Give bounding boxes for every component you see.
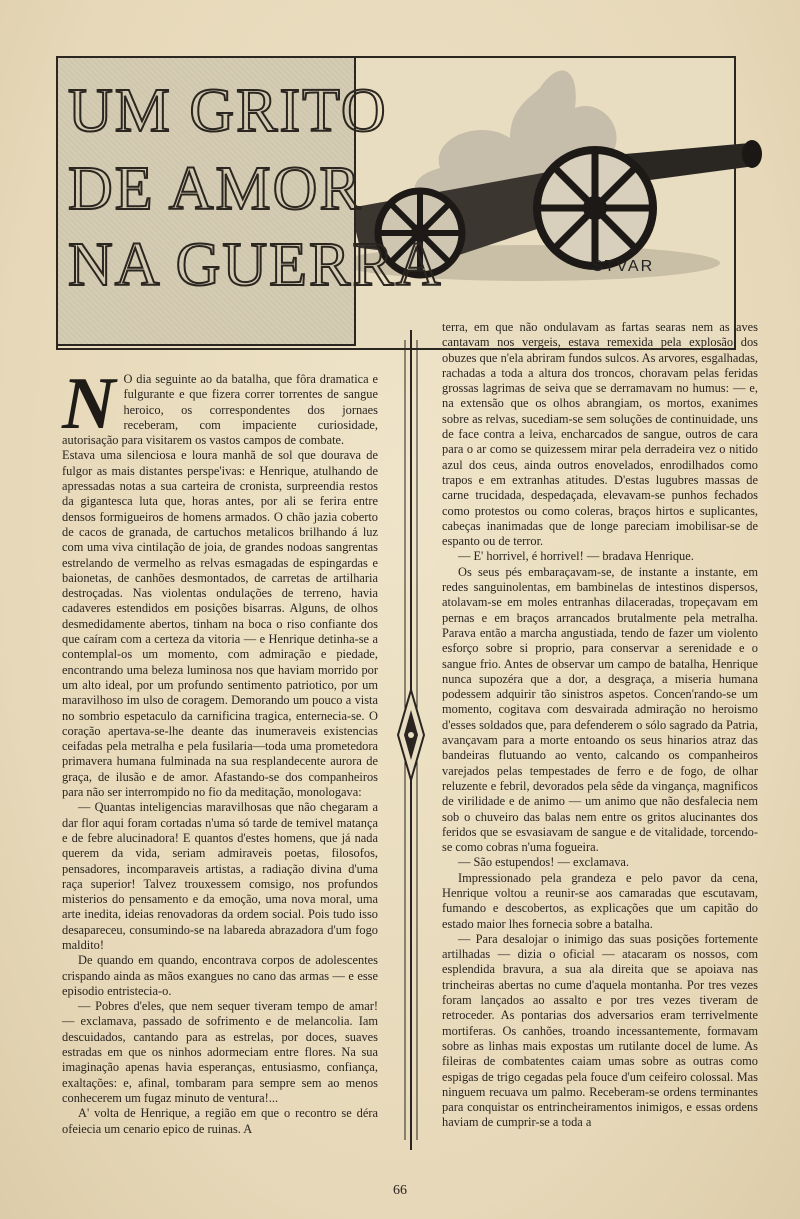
left-column (62, 363, 378, 1137)
paragraph: Os seus pés embaraçavam-se, de instante a instante, em redes sanguinolentas, em bambinelas de intestinos dispersos, atolavam-se em moles entranhas dilaceradas, tropeçavam em pernas e em braços arrancados brutalmente pela metralha. Parava então a marcha angustiada, tendo de fazer um violento esforço sobre si proprio, para conservar a serenidade e o sangue frio. Antes de observar um campo de batalha, Henrique nunca supozéra que a dor, a desgraça, a miseria humana podessem adquirir tão sinistros aspetos. Concen'rando-se um momento, cogitava com desvairada admiração no heroismo d'esses soldados que, para defenderem o sólo sagrado da Patria, avançavam para a morte entoando os seus hinarios atraz das bandeiras flutuando ao vento, calcando os companheiros varejados pelas tempestades de ferro e de fogo, de olhar reluzente e febril, devorados pela sêde da vingança, magnificos de virilidade e de animo — um animo que não desfalecia nem sob o chuveiro das balas nem entre os gritos alucinantes dos feridos que se esvasiavam de sangue e de vitalidade, torcendo-se como cobras n'uma fogueira. (442, 564, 758, 855)
paragraph: terra, em que não ondulavam as fartas searas nem as aves cantavam nos vergeis, estava remexida pela explosão dos obuzes que n'ela abriram fundos sulcos. As arvores, esgalhadas, rachadas a toda a altura dos troncos, choravam pelas feridas grossas lagrimas de seiva que se derramavam no humus: — e, na extensão que os olhos abrangiam, os mortos, exanimes sobre as relvas, sucediam-se sem soluções de continuidade, uns de face contra a leiva, encharcados de sangue, outros de cara para o ar como se quizessem mirar pela derradeira vez o nitido azul dos ceus, ainda outros enovelados, enrodilhados como trapos e em extranhas atitudes. D'estas lugubres massas de carne trucidada, despedaçada, elevavam-se punhos fechados como protestos ou como coleras, braços hirtos e suplicantes, cabeças inanimadas que de longe pareciam imobilisar-se de espanto ou de terror. (442, 320, 758, 549)
drop-cap: N (62, 363, 116, 445)
paragraph: — E' horrivel, é horrivel! — bradava Henrique. (458, 549, 694, 564)
paragraph: A' volta de Henrique, a região em que o recontro se déra ofeiecia um cenario epico de ruinas. A (62, 1106, 378, 1136)
title-box (56, 56, 443, 346)
paragraph: Estava uma silenciosa e loura manhã de sol que dourava de fulgor as mais distantes perspe'ivas: e Henrique, atulhando de apressadas notas a sua carteira de cronista, surpreendia restos da gigantesca luta que, horas antes, por ali se ferira entre densos formigueiros de homens armados. O chão jazia coberto de cacos de granada, de cartuchos metalicos brilhando á luz com uma viva cintilação de joia, de grandes nodoas sangrentas estrelando de vermelho as relvas esmagadas de espingardas e baionetas, de canhões desmontados, de carretas de artilharia destroçadas. Nas violentas ondulações de terreno, havia cadaveres estendidos em posições bisarras. Alguns, de olhos desmedidamente abertos, tinham na boca o riso confiante dos que caíram com a certeza da vitoria — e Henrique detinha-se a contemplal-os um momento, com admiração e piedade, encontrando uma beleza luminosa nos que haviam morrido por um alto ideal, por um profundo sentimento patriotico, por um maravilhoso im ulso de coragem. Demorando um pouco a vista no sombrio espetaculo da carnificina tragica, enternecia-se. O coração apertava-se-lhe deante das inumeraveis existencias ceifadas pela metralha e pela fusilaria—toda uma prometedora primavera humana fulminada na sua resplandecente aurora de graça, de ilusão e de amor. Afastando-se dos companheiros para não ser interrompido no fio da meditação, monologava: (62, 448, 378, 800)
paragraph: — São estupendos! — exclamava. (458, 855, 630, 870)
column-divider-lower (396, 800, 426, 1150)
paragraph: — Pobres d'eles, que nem sequer tiveram tempo de amar! — exclamava, passado de sofrimento e de melancolia. Iam descuidados, cantando para as estrelas, por doces, suaves estradas em que os ninhos adormeciam entre flores. Na sua imaginação apenas havia esperanças, entusiasmo, confiança, exaltações: e, afinal, tombaram para sempre sem ao menos conhecerem um fugaz minuto de ventura!... (62, 999, 378, 1105)
paragraph (62, 363, 378, 448)
page-number: 66 (393, 1183, 407, 1198)
paragraph: Impressionado pela grandeza e pelo pavor da cena, Henrique voltou a reunir-se aos camaradas que escutavam, fumando e descobertos, as explicações que um capitão do estado maior lhes fornecia sobre a batalha. (442, 870, 758, 931)
right-column (442, 320, 758, 1131)
paragraph: De quando em quando, encontrava corpos de adolescentes crispando ainda as mãos exangues no cano das armas — e esse episodio entristecia-o. (62, 953, 378, 998)
paragraph-text: O dia seguinte ao da batalha, que fôra dramatica e fulgurante e que fizera correr torrentes de sangue heroico, os correspondentes dos jornaes receberam, com impaciente curiosidade, autorisação para visitarem os vastos campos de combate. (62, 372, 378, 448)
divider-diamond-ornament (396, 690, 426, 780)
paragraph: — Para desalojar o inimigo das suas posições fortemente artilhadas — dizia o oficial — atacaram os nossos, com esplendida bravura, a sua ala direita que se apoiava nas trincheiras abertas no cume d'aquela montanha. Por tres vezes foram lançados ao assalto e por tres vezes tiveram de retroceder. As pontarias dos adversarios eram terrivelmente mortiferas. Os canhões, troando incessantemente, formavam sobre as linhas mais expostas um rutilante docel de lume. As fileiras de combatentes caiam umas sobre as outras como espigas de trigo cegadas pela fouce d'um ceifeiro colossal. Mas ninguem recuava um palmo. Receberam-se ordens terminantes para conquistar os entrincheiramentos inimigos, e essas ordens haviam de cumprir-se a toda a (442, 931, 758, 1130)
title-line-2: DE AMOR (68, 155, 363, 223)
paragraph: — Quantas inteligencias maravilhosas que não chegaram a dar flor aqui foram cortadas n'uma só tarde de temivel matança e de febre alucinadora! E quantos d'estes homens, que já nada querem da vida, seriam admiraveis poetas, filosofos, pensadores, incomparaveis artistas, a radiação divina d'uma raça superior! Talvez trouxessem comsigo, nos profundos misterios do pensamento e da emoção, uma nova moral, uma arte inedita, ideias renovadoras da ordem social. Pois tudo isso desapareceu, consumindo-se na labareda abrazadora d'um fogo maldito! (62, 800, 378, 952)
title-line-3: NA GUERRA (68, 231, 443, 299)
title-line-1: UM GRITO (68, 77, 388, 145)
illustrator-signature: STVAR (592, 258, 655, 275)
